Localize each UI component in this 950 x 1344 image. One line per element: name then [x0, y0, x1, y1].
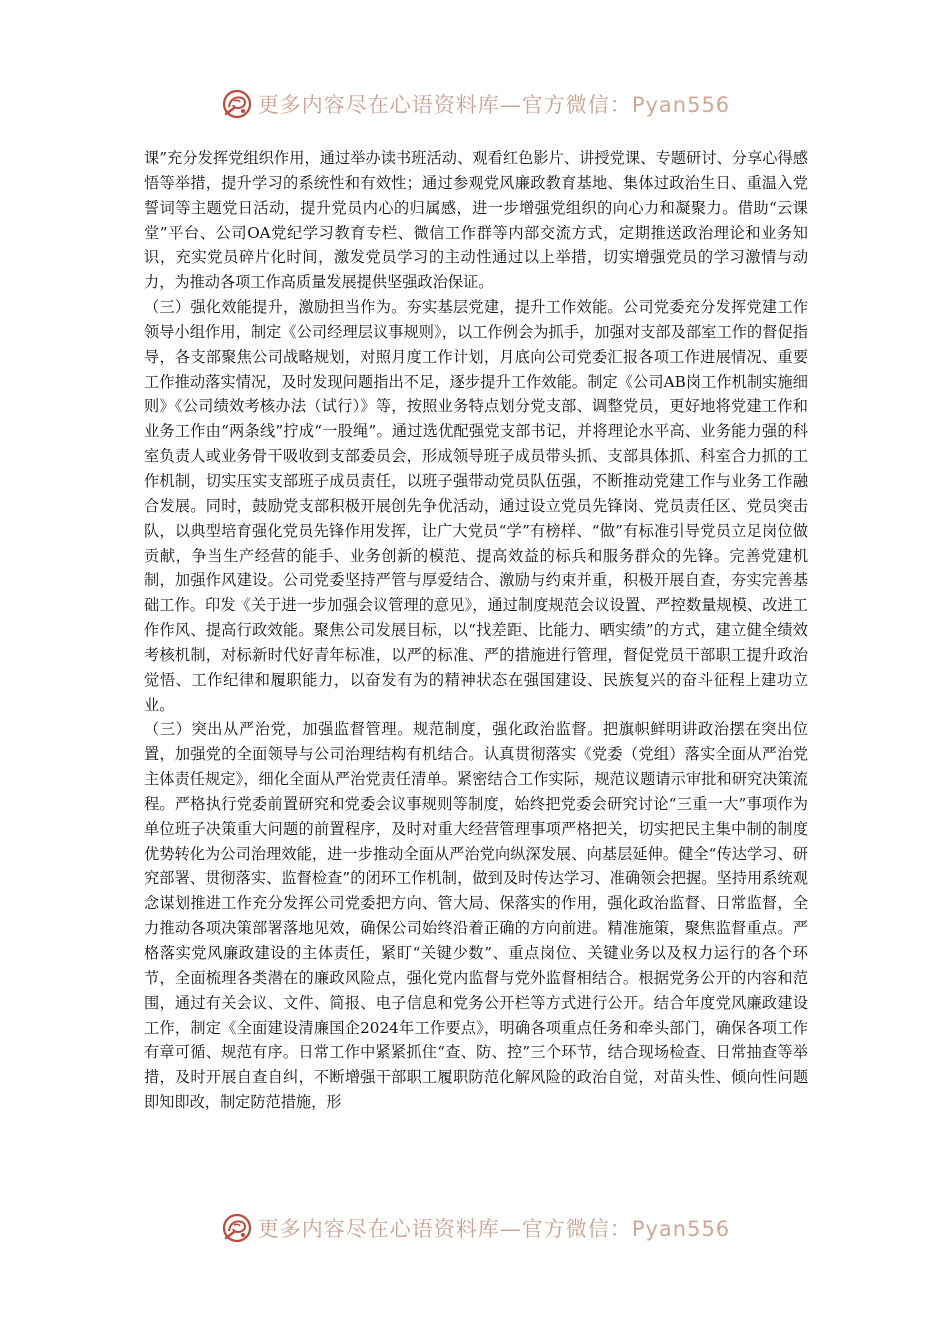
- paragraph: 课”充分发挥党组织作用，通过举办读书班活动、观看红色影片、讲授党课、专题研讨、分享心得感悟等举措，提升学习的系统性和有效性；通过参观党风廉政教育基地、集体过政治生日、重温入党誓词等主题党日活动，提升党员内心的归属感，进一步增强党组织的向心力和凝聚力。借助“云课堂”平台、公司OA党纪学习教育专栏、微信工作群等内部交流方式，定期推送政治理论和业务知识，充实党员碎片化时间，激发党员学习的主动性通过以上举措，切实增强党员的学习激情与动力，为推动各项工作高质量发展提供坚强政治保证。: [144, 149, 808, 292]
- watermark-header: [0, 84, 950, 124]
- brain-logo-icon: [220, 87, 254, 121]
- paragraph: （三）突出从严治党，加强监督管理。规范制度，强化政治监督。把旗帜鲜明讲政治摆在突出位置，加强党的全面领导与公司治理结构有机结合。认真贯彻落实《党委（党组）落实全面从严治党主体责任规定》，细化全面从严治党责任清单。紧密结合工作实际，规范议题请示审批和研究决策流程。严格执行党委前置研究和党委会议事规则等制度，始终把党委会研究讨论“三重一大”事项作为单位班子决策重大问题的前置程序，及时对重大经营管理事项严格把关，切实把民主集中制的制度优势转化为公司治理效能，进一步推动全面从严治党向纵深发展、向基层延伸。健全“传达学习、研究部署、贯彻落实、监督检查”的闭环工作机制，做到及时传达学习、准确领会把握。坚持用系统观念谋划推进工作充分发挥公司党委把方向、管大局、保落实的作用，强化政治监督、日常监督，全力推动各项决策部署落地见效，确保公司始终沿着正确的方向前进。精准施策，聚焦监督重点。严格落实党风廉政建设的主体责任，紧盯“关键少数”、重点岗位、关键业务以及权力运行的各个环节，全面梳理各类潜在的廉政风险点，强化党内监督与党外监督相结合。根据党务公开的内容和范围，通过有关会议、文件、简报、电子信息和党务公开栏等方式进行公开。结合年度党风廉政建设工作，制定《全面建设清廉国企2024年工作要点》，明确各项重点任务和牵头部门，确保各项工作有章可循、规范有序。日常工作中紧紧抓住“查、防、控”三个环节，结合现场检查、日常抽查等举措，及时开展自查自纠，不断增强干部职工履职防范化解风险的政治自觉，对苗头性、倾向性问题即知即改，制定防范措施，形: [144, 720, 808, 1112]
- watermark-footer: [0, 1208, 950, 1248]
- watermark-slogan: 更多内容尽在心语资料库—官方微信：: [257, 93, 632, 117]
- brain-logo-icon: [220, 1211, 254, 1245]
- watermark-slogan: 更多内容尽在心语资料库—官方微信：: [257, 1217, 632, 1241]
- watermark-group: [220, 87, 730, 121]
- document-body: [144, 146, 808, 1115]
- watermark-wechat-id: Pyan556: [631, 1217, 731, 1241]
- paragraph: （三）强化效能提升，激励担当作为。夯实基层党建，提升工作效能。公司党委充分发挥党建工作领导小组作用，制定《公司经理层议事规则》，以工作例会为抓手，加强对支部及部室工作的督促指导，各支部聚焦公司战略规划，对照月度工作计划，月底向公司党委汇报各项工作进展情况、重要工作推动落实情况，及时发现问题指出不足，逐步提升工作效能。制定《公司AB岗工作机制实施细则》《公司绩效考核办法（试行）》等，按照业务特点划分党支部、调整党员，更好地将党建工作和业务工作由“两条线”拧成“一股绳”。通过选优配强党支部书记，并将理论水平高、业务能力强的科室负责人或业务骨干吸收到支部委员会，形成领导班子成员带头抓、支部具体抓、科室合力抓的工作机制，切实压实支部班子成员责任，以班子强带动党员队伍强，不断推动党建工作与业务工作融合发展。同时，鼓励党支部积极开展创先争优活动，通过设立党员先锋岗、党员责任区、党员突击队，以典型培育强化党员先锋作用发挥，让广大党员“学”有榜样、“做”有标准引导党员立足岗位做贡献，争当生产经营的能手、业务创新的模范、提高效益的标兵和服务群众的先锋。完善党建机制，加强作风建设。公司党委坚持严管与厚爱结合、激励与约束并重，积极开展自查，夯实完善基础工作。印发《关于进一步加强会议管理的意见》，通过制度规范会议设置、严控数量规模、改进工作作风、提高行政效能。聚焦公司发展目标，以“找差距、比能力、晒实绩”的方式，建立健全绩效考核机制，对标新时代好青年标准，以严的标准、严的措施进行管理，督促党员干部职工提升政治觉悟、工作纪律和履职能力，以奋发有为的精神状态在强国建设、民族复兴的奋斗征程上建功立业。: [144, 298, 808, 714]
- watermark-group: [220, 1211, 730, 1245]
- watermark-text: [258, 89, 730, 119]
- watermark-wechat-id: Pyan556: [631, 93, 731, 117]
- watermark-text: [258, 1213, 730, 1243]
